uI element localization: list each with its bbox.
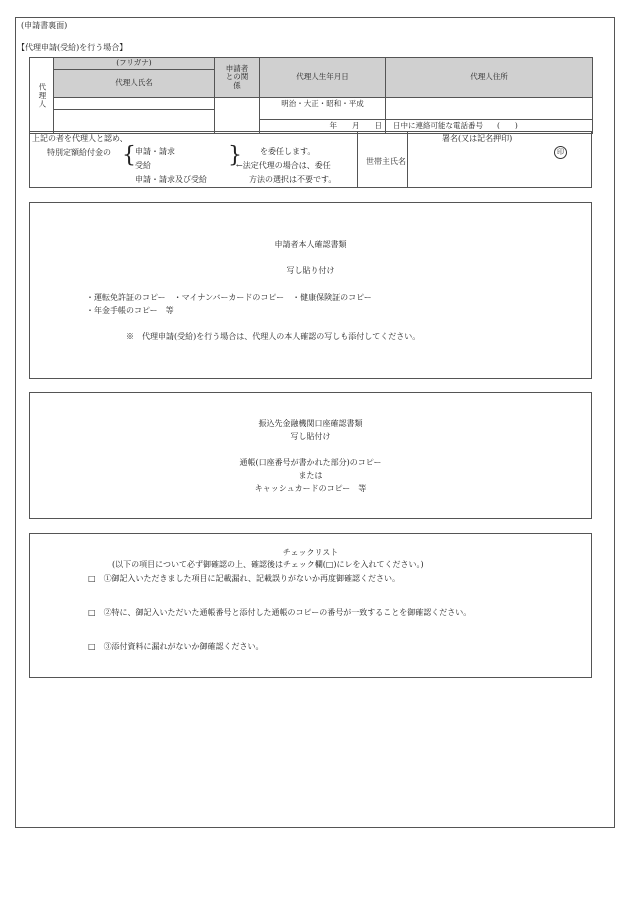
identity-document-box[interactable] xyxy=(29,202,592,379)
checkbox-2[interactable]: □ xyxy=(88,608,96,617)
bank-document-box[interactable] xyxy=(29,392,592,519)
bank-line-2: または xyxy=(298,471,323,480)
delegation-intro: 上記の者を代理人と認め、 xyxy=(32,134,128,143)
relation-field[interactable] xyxy=(215,98,260,134)
checklist-item-1: □ ①御記入いただきました項目に記載漏れ、記載誤りがないか再度御確認ください。 xyxy=(88,574,401,583)
checklist-title: チェックリスト xyxy=(282,548,339,557)
birth-header: 代理人生年月日 xyxy=(260,58,386,98)
delegation-subject: 特別定額給付金の xyxy=(47,148,111,157)
phone-field[interactable]: 日中に連絡可能な電話番号 ( ) xyxy=(386,120,593,134)
name-field[interactable] xyxy=(54,110,215,134)
checklist-instruction: (以下の項目について必ず御確認の上、確認後はチェック欄(□)にレを入れてください。) xyxy=(112,560,424,569)
address-header: 代理人住所 xyxy=(386,58,593,98)
checklist-item-3: □ ③添付資料に漏れがないか御確認ください。 xyxy=(88,642,264,651)
address-field[interactable] xyxy=(386,98,593,120)
identity-note: ※ 代理申請(受給)を行う場合は、代理人の本人確認の写しも添付してください。 xyxy=(126,332,421,341)
option-apply-and-receive[interactable]: 申請・請求及び受給 xyxy=(135,175,207,184)
bank-subtitle: 写し貼付け xyxy=(290,432,331,441)
signature-label: 署名(又は記名押印) xyxy=(442,134,513,143)
relation-header: 申請者との関係 xyxy=(215,58,260,98)
checkbox-1[interactable]: □ xyxy=(88,574,96,583)
identity-line-2: ・年金手帳のコピー 等 xyxy=(86,306,174,315)
proxy-section-title: 【代理申請(受給)を行う場合】 xyxy=(17,43,128,52)
identity-title: 申請者本人確認書類 xyxy=(274,240,347,249)
legal-note-2: 方法の選択は不要です。 xyxy=(249,175,337,184)
delegation-box xyxy=(29,131,592,188)
page-header: (申請書裏面) xyxy=(21,21,68,30)
proxy-label: 代理人 xyxy=(30,58,54,134)
bank-title: 振込先金融機関口座確認書類 xyxy=(258,419,363,428)
left-brace: { xyxy=(122,143,136,168)
legal-note-1: ←法定代理の場合は、委任 xyxy=(236,161,331,170)
householder-label: 世帯主氏名 xyxy=(366,157,406,166)
delegate-text: を委任します。 xyxy=(260,147,316,156)
birth-era-field[interactable]: 明治・大正・昭和・平成 xyxy=(260,98,386,120)
identity-subtitle: 写し貼り付け xyxy=(286,266,335,275)
identity-line-1: ・運転免許証のコピー ・マイナンバーカードのコピー ・健康保険証のコピー xyxy=(86,293,372,302)
name-header: 代理人氏名 xyxy=(54,70,215,98)
householder-signature-field[interactable] xyxy=(412,146,542,184)
bank-line-1: 通帳(口座番号が書かれた部分)のコピー xyxy=(239,458,382,467)
furigana-field[interactable] xyxy=(54,98,215,110)
seal-mark: 印 xyxy=(554,146,567,159)
option-receive[interactable]: 受給 xyxy=(135,161,151,170)
proxy-table xyxy=(29,57,593,134)
option-apply[interactable]: 申請・請求 xyxy=(135,147,175,156)
checkbox-3[interactable]: □ xyxy=(88,642,96,651)
checklist-box xyxy=(29,533,592,678)
checklist-item-2: □ ②特に、御記入いただいた通帳番号と添付した通帳のコピーの番号が一致することを御確認ください。 xyxy=(88,608,472,617)
bank-line-3: キャッシュカードのコピー 等 xyxy=(254,484,367,493)
furigana-header: (フリガナ) xyxy=(54,58,215,70)
right-brace: } xyxy=(228,143,242,168)
birth-date-field[interactable]: 年 月 日 xyxy=(260,120,386,134)
